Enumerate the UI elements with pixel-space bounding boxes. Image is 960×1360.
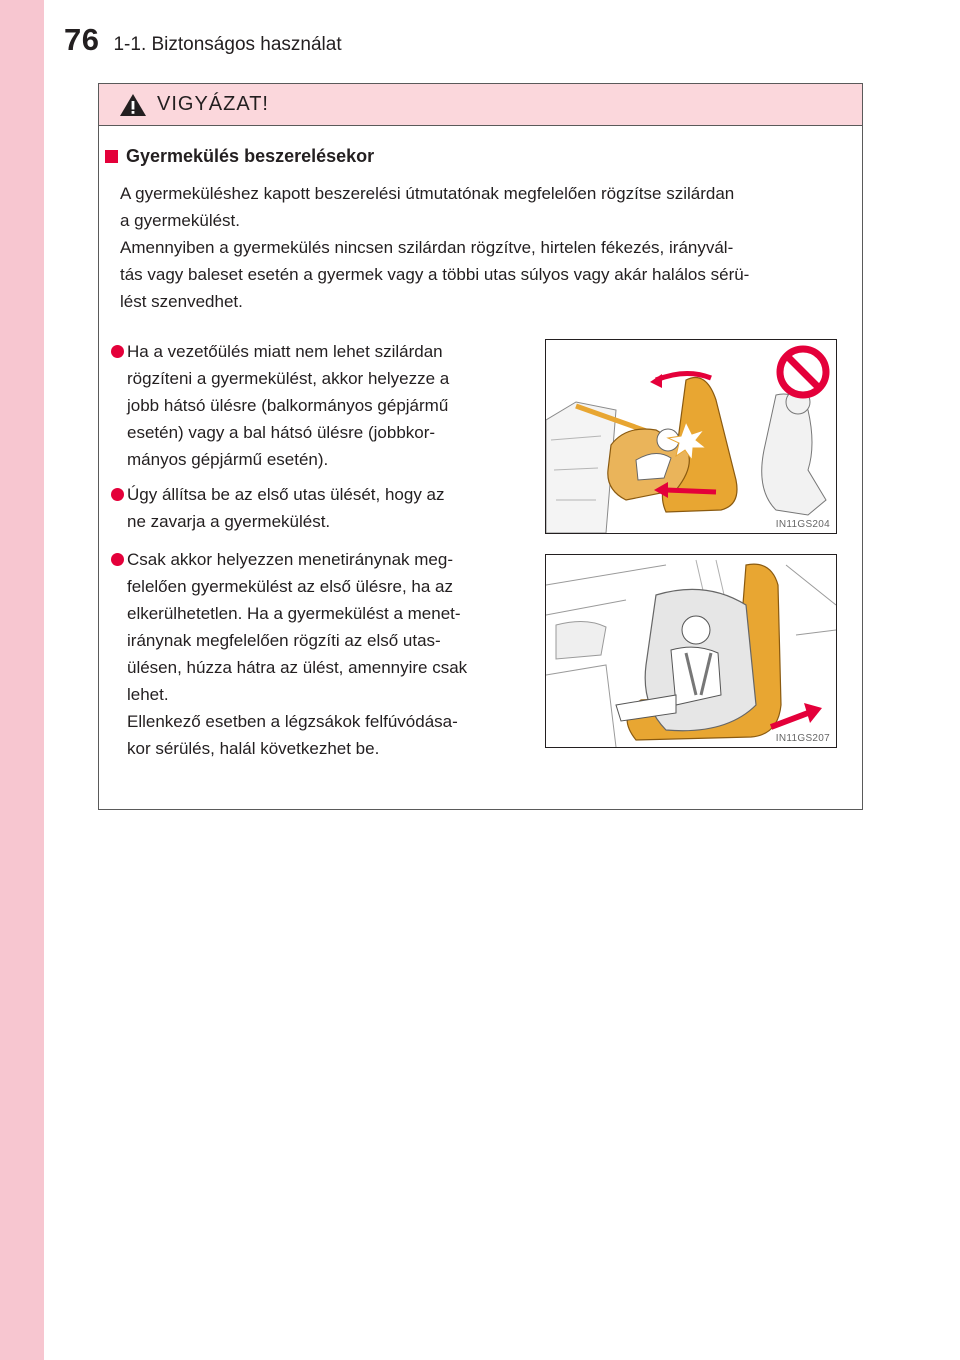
bullet-item [105, 338, 530, 473]
bullet-line: esetén) vagy a bal hátsó ülésre (jobbkor- [127, 423, 436, 442]
seat-illustration [546, 340, 836, 533]
bullet-line: felelően gyermekülést az első ülésre, ha az [127, 577, 454, 596]
subheading-text: Gyermekülés beszerelésekor [126, 146, 375, 166]
bullet-line: Ha a vezetőülés miatt nem lehet szilárdan [127, 342, 443, 361]
bullet-line: lehet. [127, 685, 169, 704]
warning-header [99, 84, 862, 126]
bullet-line: elkerülhetetlen. Ha a gyermekülést a menet- [127, 604, 461, 623]
side-tab [0, 0, 44, 1360]
bullet-line: iránynak megfelelően rögzíti az első utas- [127, 631, 441, 650]
figure-code: IN11GS204 [775, 519, 830, 530]
bullet-item [105, 546, 530, 762]
page-number: 76 [64, 22, 100, 57]
bullet-line: kor sérülés, halál következhet be. [127, 739, 380, 758]
bullet-line: rögzíteni a gyermekülést, akkor helyezze a [127, 369, 450, 388]
paragraph-line: A gyermeküléshez kapott beszerelési útmutatónak megfelelően rögzítse szilárdan [120, 184, 735, 203]
bullet-line: jobb hátsó ülésre (balkormányos gépjármű [127, 396, 449, 415]
warning-box [98, 83, 863, 810]
paragraph-line: Amennyiben a gyermekülés nincsen szilárdan rögzítve, hirtelen fékezés, irányvál- [120, 238, 734, 257]
bullet-line: ne zavarja a gyermekülést. [127, 512, 331, 531]
bullet-dot-icon [111, 345, 124, 358]
square-bullet-icon [105, 150, 118, 163]
warning-triangle-icon [119, 93, 147, 117]
bullet-line: ülésen, húzza hátra az ülést, amennyire csak [127, 658, 468, 677]
subheading [105, 146, 374, 167]
figure-code: IN11GS207 [775, 733, 830, 744]
paragraph-line: a gyermekülést. [120, 211, 240, 230]
warning-title: VIGYÁZAT! [157, 93, 269, 115]
bullet-line: Ellenkező esetben a légzsákok felfúvódása- [127, 712, 458, 731]
bullet-line: mányos gépjármű esetén). [127, 450, 329, 469]
paragraph-line: tás vagy baleset esetén a gyermek vagy a többi utas súlyos vagy akár halálos sérü- [120, 265, 750, 284]
section-title: 1-1. Biztonságos használat [113, 34, 342, 55]
figure-forward-facing-seat [545, 554, 837, 748]
page-header [64, 22, 342, 62]
paragraph-line: lést szenvedhet. [120, 292, 243, 311]
bullet-line: Úgy állítsa be az első utas ülését, hogy az [127, 485, 445, 504]
bullet-dot-icon [111, 488, 124, 501]
seat-illustration [546, 555, 836, 747]
paragraph-2 [120, 234, 850, 315]
bullet-dot-icon [111, 553, 124, 566]
bullet-item [105, 481, 530, 535]
figure-rear-facing-seat [545, 339, 837, 534]
prohibited-icon [780, 349, 826, 395]
paragraph-1 [120, 180, 850, 234]
bullet-line: Csak akkor helyezzen menetiránynak meg- [127, 550, 453, 569]
